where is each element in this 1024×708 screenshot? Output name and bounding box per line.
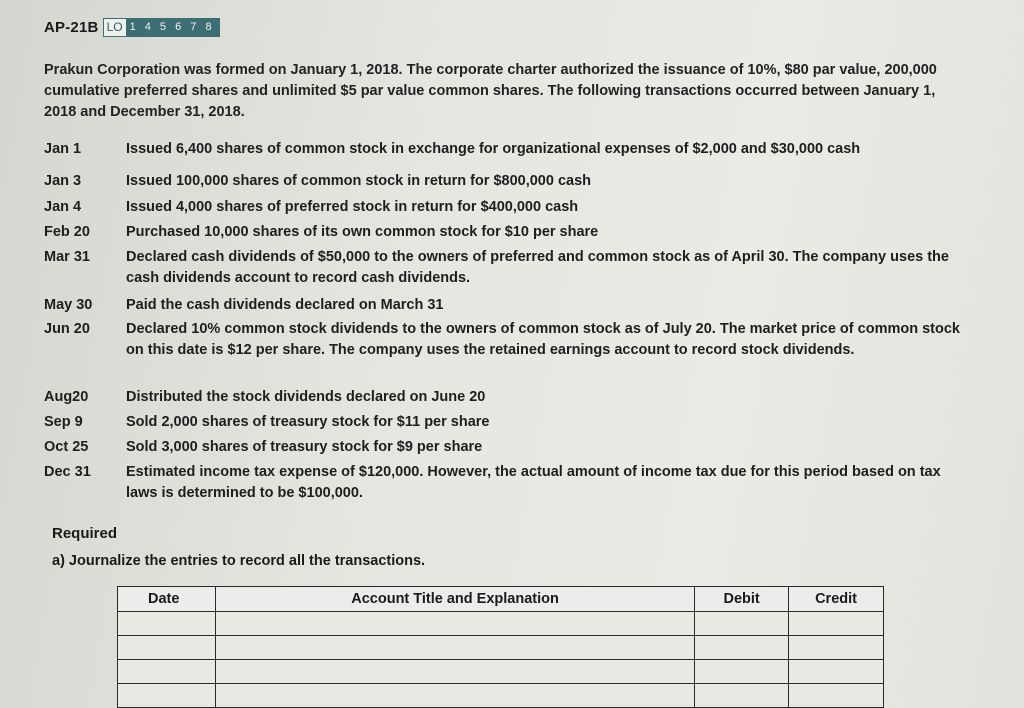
credit-cell[interactable]	[789, 684, 884, 708]
transaction-date: Dec 31	[44, 464, 91, 480]
learning-objectives-badge	[103, 18, 220, 37]
account-cell[interactable]	[215, 636, 694, 660]
transaction-text: Sold 3,000 shares of treasury stock for $9 per share	[126, 439, 483, 455]
account-cell[interactable]	[215, 660, 694, 684]
transaction-date: Jun 20	[44, 321, 90, 337]
debit-cell[interactable]	[695, 612, 789, 636]
journal-row	[118, 636, 884, 660]
lo-numbers: 1 4 5 6 7 8	[126, 19, 219, 36]
transaction-row	[44, 171, 964, 192]
transaction-date: Aug20	[44, 389, 89, 405]
transaction-date: Feb 20	[44, 224, 90, 240]
date-cell[interactable]	[118, 660, 216, 684]
transaction-date: Jan 1	[44, 141, 82, 157]
transaction-date: Mar 31	[44, 249, 90, 265]
transaction-row	[44, 139, 964, 160]
credit-cell[interactable]	[789, 636, 884, 660]
date-cell[interactable]	[118, 636, 216, 660]
journal-row	[118, 684, 884, 708]
transaction-date: Jan 4	[44, 199, 82, 215]
transaction-text: Paid the cash dividends declared on March 31	[126, 297, 444, 313]
transaction-row	[44, 387, 964, 408]
transaction-row	[44, 462, 964, 504]
transaction-row	[44, 222, 964, 243]
credit-cell[interactable]	[789, 660, 884, 684]
transaction-text: Declared 10% common stock dividends to the owners of common stock as of July 20. The market price of common stock on this date is $12 per share. The company uses the retained earnings account to record stock dividends.	[126, 321, 960, 358]
transaction-row	[44, 319, 964, 361]
transaction-row	[44, 295, 964, 316]
journal-table	[117, 586, 884, 708]
debit-cell[interactable]	[695, 636, 789, 660]
transaction-text: Issued 4,000 shares of preferred stock in return for $400,000 cash	[126, 199, 579, 215]
problem-intro: Prakun Corporation was formed on January 1, 2018. The corporate charter authorized the issuance of 10%, $80 par value, 200,000 cumulative preferred shares and unlimited $5 par value common shares. The following transactions occurred between January 1, 2018 and December 31, 2018.	[44, 62, 937, 120]
transaction-text: Sold 2,000 shares of treasury stock for $11 per share	[126, 414, 490, 430]
journal-header-row	[118, 587, 884, 612]
account-column-header: Account Title and Explanation	[215, 587, 694, 612]
transaction-text: Estimated income tax expense of $120,000. However, the actual amount of income tax due for this period based on tax laws is determined to be $100,000.	[126, 464, 941, 501]
date-cell[interactable]	[118, 684, 216, 708]
journal-row	[118, 612, 884, 636]
part-a-instruction: a) Journalize the entries to record all the transactions.	[52, 553, 426, 569]
debit-column-header: Debit	[695, 587, 789, 612]
transaction-date: Oct 25	[44, 439, 89, 455]
date-cell[interactable]	[118, 612, 216, 636]
transaction-date: Jan 3	[44, 173, 82, 189]
date-column-header: Date	[118, 587, 216, 612]
transaction-text: Distributed the stock dividends declared on June 20	[126, 389, 486, 405]
account-cell[interactable]	[215, 684, 694, 708]
transaction-date: Sep 9	[44, 414, 83, 430]
lo-label: LO	[104, 19, 126, 36]
transaction-row	[44, 247, 964, 289]
account-cell[interactable]	[215, 612, 694, 636]
credit-cell[interactable]	[789, 612, 884, 636]
transaction-text: Issued 100,000 shares of common stock in return for $800,000 cash	[126, 173, 592, 189]
transaction-text: Issued 6,400 shares of common stock in exchange for organizational expenses of $2,000 and $30,000 cash	[126, 141, 861, 157]
transaction-row	[44, 437, 964, 458]
credit-column-header: Credit	[789, 587, 884, 612]
transaction-text: Purchased 10,000 shares of its own common stock for $10 per share	[126, 224, 599, 240]
debit-cell[interactable]	[695, 684, 789, 708]
problem-id: AP-21B	[44, 19, 99, 36]
transaction-date: May 30	[44, 297, 93, 313]
transaction-row	[44, 412, 964, 433]
transaction-text: Declared cash dividends of $50,000 to the owners of preferred and common stock as of April 30. The company uses the cash dividends account to record cash dividends.	[126, 249, 949, 286]
transaction-row	[44, 197, 964, 218]
debit-cell[interactable]	[695, 660, 789, 684]
required-heading: Required	[52, 525, 118, 542]
journal-row	[118, 660, 884, 684]
problem-header	[44, 18, 220, 37]
